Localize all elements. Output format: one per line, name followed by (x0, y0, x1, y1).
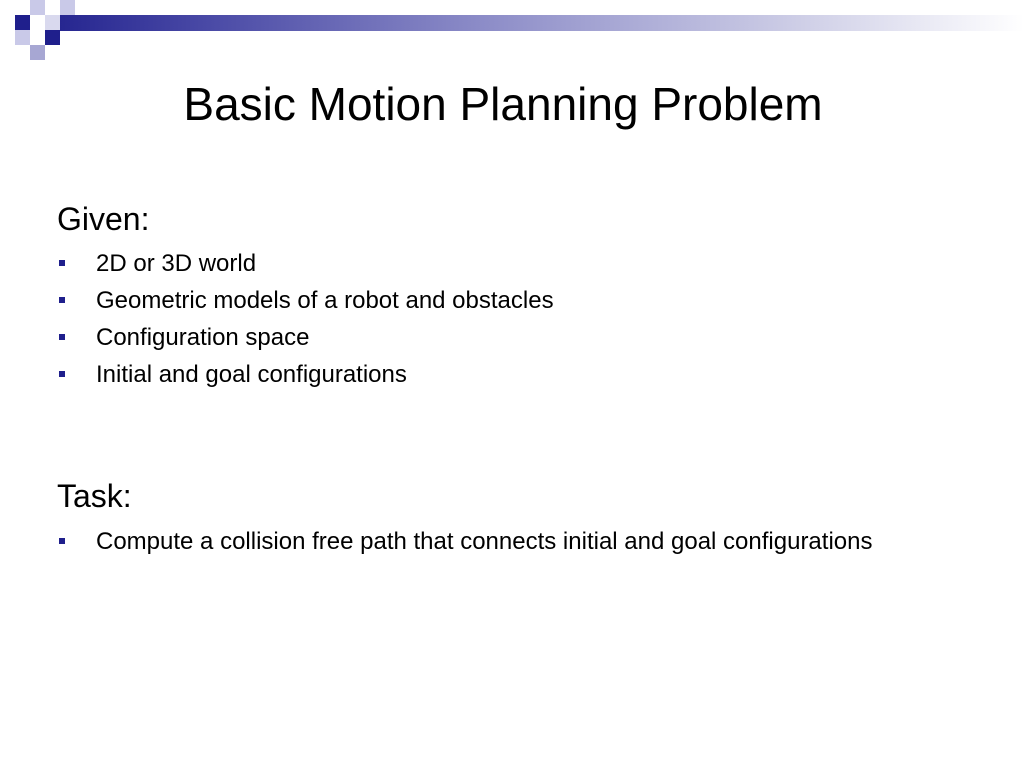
square-bullet-icon (59, 260, 65, 266)
square-bullet-icon (59, 334, 65, 340)
list-item (57, 248, 877, 279)
decor-square (15, 30, 30, 45)
section-heading-task: Task: (57, 478, 132, 514)
decor-square (45, 30, 60, 45)
decor-square (30, 0, 45, 15)
header-gradient-band (30, 15, 1024, 31)
square-bullet-icon (59, 538, 65, 544)
list-item (57, 322, 877, 353)
decor-square (15, 15, 30, 30)
decor-square (30, 45, 45, 60)
bullet-text: Configuration space (96, 324, 310, 351)
bullet-text: 2D or 3D world (96, 250, 257, 277)
square-bullet-icon (59, 371, 65, 377)
decor-square (45, 15, 60, 30)
bullet-list-given (57, 248, 877, 396)
decor-square (30, 15, 45, 31)
section-heading-given: Given: (57, 201, 150, 237)
bullet-text: Geometric models of a robot and obstacles (96, 287, 554, 314)
list-item (57, 285, 877, 316)
list-item (57, 526, 877, 557)
list-item (57, 359, 877, 390)
bullet-list-task (57, 526, 877, 563)
square-bullet-icon (59, 297, 65, 303)
decor-square (60, 0, 75, 15)
slide-title: Basic Motion Planning Problem (183, 78, 823, 130)
bullet-text: Initial and goal configurations (96, 361, 407, 388)
bullet-text: Compute a collision free path that connects initial and goal configurations (96, 528, 873, 555)
